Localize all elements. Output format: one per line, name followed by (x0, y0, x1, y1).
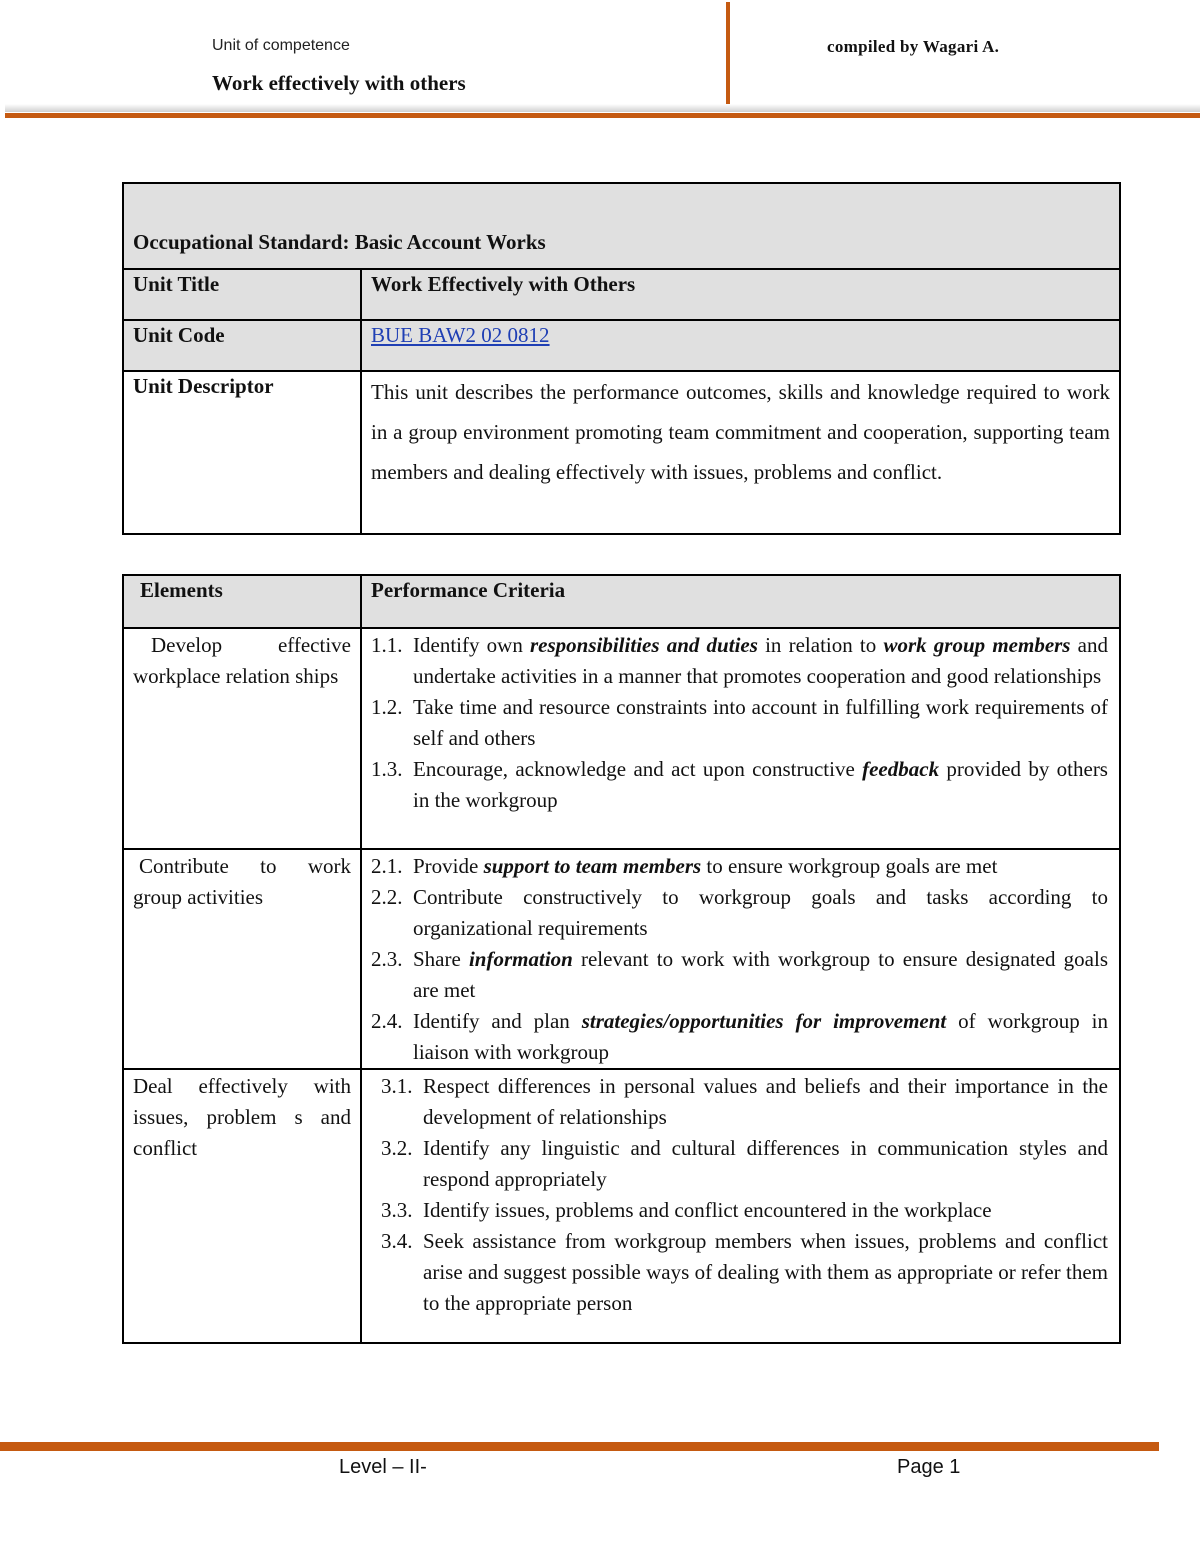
criterion-keyword: strategies/opportunities for improvement (581, 1009, 947, 1033)
criterion-text (413, 851, 1108, 882)
element-row (123, 628, 1120, 849)
unit-code-row (123, 320, 1120, 371)
footer-page-number: Page 1 (897, 1456, 961, 1478)
element-row (123, 1069, 1120, 1343)
criterion-text-part: in relation to (757, 633, 884, 657)
criterion-text (413, 882, 1108, 944)
criterion (371, 754, 1108, 816)
criterion-text (423, 1226, 1108, 1319)
element-row (123, 849, 1120, 1069)
criterion-text-part: relevant to work with workgroup to ensure designated goals are met (413, 947, 1108, 1002)
unit-title-label: Unit Title (123, 269, 361, 320)
elements-table (122, 574, 1121, 1344)
occupational-standard-row (123, 183, 1120, 269)
criterion-text (423, 1133, 1108, 1195)
criterion-text-part: Identify any linguistic and cultural differences in communication styles and respond appropriately (423, 1136, 1108, 1191)
criterion (371, 630, 1108, 692)
criterion-text-part: of workgroup in liaison with workgroup (413, 1009, 1108, 1064)
unit-descriptor-cell (361, 371, 1120, 534)
occupational-standard: Occupational Standard: Basic Account Works (123, 183, 1120, 269)
footer-level: Level – II- (339, 1456, 427, 1478)
criterion (371, 851, 1108, 882)
criterion-text (413, 630, 1108, 692)
criterion (371, 882, 1108, 944)
criterion-number: 1.3. (371, 757, 403, 781)
criterion-number: 3.1. (381, 1074, 413, 1098)
criterion (371, 1226, 1108, 1319)
unit-code-label: Unit Code (123, 320, 361, 371)
criterion-keyword: information (468, 947, 573, 971)
criterion-number: 3.3. (381, 1198, 413, 1222)
criterion (371, 692, 1108, 754)
criterion (371, 1006, 1108, 1068)
criterion-number: 2.4. (371, 1009, 403, 1033)
header-divider (726, 2, 730, 110)
unit-descriptor-value: This unit describes the performance outcomes, skills and knowledge required to work in a group environment promoting team commitment and cooperation, supporting team members and dealing effectively with issues, problems and conflict. (371, 380, 1110, 484)
criterion-text (413, 692, 1108, 754)
criterion-text-part: Identify and plan (413, 1009, 582, 1033)
header-compiled-by: compiled by Wagari A. (827, 37, 1000, 56)
performance-criteria-header: Performance Criteria (361, 575, 1120, 628)
criterion-text-part: provided by others in the workgroup (413, 757, 1108, 812)
unit-title-value: Work Effectively with Others (361, 269, 1120, 320)
criterion-number: 3.4. (381, 1229, 413, 1253)
criterion-text (413, 754, 1108, 816)
criterion-text-part: and undertake activities in a manner that promotes cooperation and good relationships (413, 633, 1108, 688)
criterion-text (413, 1006, 1108, 1068)
criterion (371, 1133, 1108, 1195)
element-name: Develop effective workplace relation ships (123, 628, 361, 849)
criterion-keyword: responsibilities and duties (530, 633, 758, 657)
criterion-number: 2.2. (371, 885, 403, 909)
elements-header-row (123, 575, 1120, 628)
criterion-text-part: Seek assistance from workgroup members when issues, problems and conflict arise and suggest possible ways of dealing with them as appropriate or refer them to the appropriate person (423, 1229, 1108, 1315)
criterion-number: 3.2. (381, 1136, 413, 1160)
criterion-number: 1.2. (371, 695, 403, 719)
criterion-text-part: to ensure workgroup goals are met (701, 854, 998, 878)
criterion-text (423, 1071, 1108, 1133)
unit-descriptor-label: Unit Descriptor (123, 371, 361, 534)
unit-code-cell (361, 320, 1120, 371)
element-name: Contribute to work group activities (123, 849, 361, 1069)
header-unit-of-competence: Unit of competence (212, 37, 350, 54)
unit-info-table (122, 182, 1121, 535)
criterion-text-part: Identify issues, problems and conflict encountered in the workplace (423, 1198, 992, 1222)
criterion-text-part: Provide (413, 854, 484, 878)
criterion-keyword: feedback (862, 757, 940, 781)
criterion-keyword: support to team members (483, 854, 702, 878)
unit-code-link[interactable]: BUE BAW2 02 0812 (371, 323, 550, 347)
criterion-text-part: Contribute constructively to workgroup goals and tasks according to organizational requirements (413, 885, 1108, 940)
header-rule (5, 113, 1200, 118)
criterion-number: 2.1. (371, 854, 403, 878)
criterion-text-part: Take time and resource constraints into account in fulfilling work requirements of self and others (413, 695, 1108, 750)
criterion-text (423, 1195, 1108, 1226)
criterion-text-part: Encourage, acknowledge and act upon constructive (413, 757, 863, 781)
criterion-keyword: work group members (883, 633, 1071, 657)
criterion-text-part: Respect differences in personal values and beliefs and their importance in the development of relationships (423, 1074, 1108, 1129)
criterion-number: 2.3. (371, 947, 403, 971)
criteria-list (361, 849, 1120, 1069)
criteria-list (361, 1069, 1120, 1343)
footer-rule (0, 1442, 1159, 1451)
elements-header: Elements (123, 575, 361, 628)
criterion-text (413, 944, 1108, 1006)
criterion-number: 1.1. (371, 633, 403, 657)
criterion (371, 1195, 1108, 1226)
criteria-list (361, 628, 1120, 849)
criterion-text-part: Share (413, 947, 469, 971)
element-name: Deal effectively with issues, problem s and conflict (123, 1069, 361, 1343)
header-shadow (5, 104, 1200, 112)
criterion-text-part: Identify own (413, 633, 530, 657)
criterion (371, 1071, 1108, 1133)
criterion (371, 944, 1108, 1006)
header-title: Work effectively with others (212, 71, 466, 95)
unit-title-row (123, 269, 1120, 320)
unit-descriptor-row (123, 371, 1120, 534)
